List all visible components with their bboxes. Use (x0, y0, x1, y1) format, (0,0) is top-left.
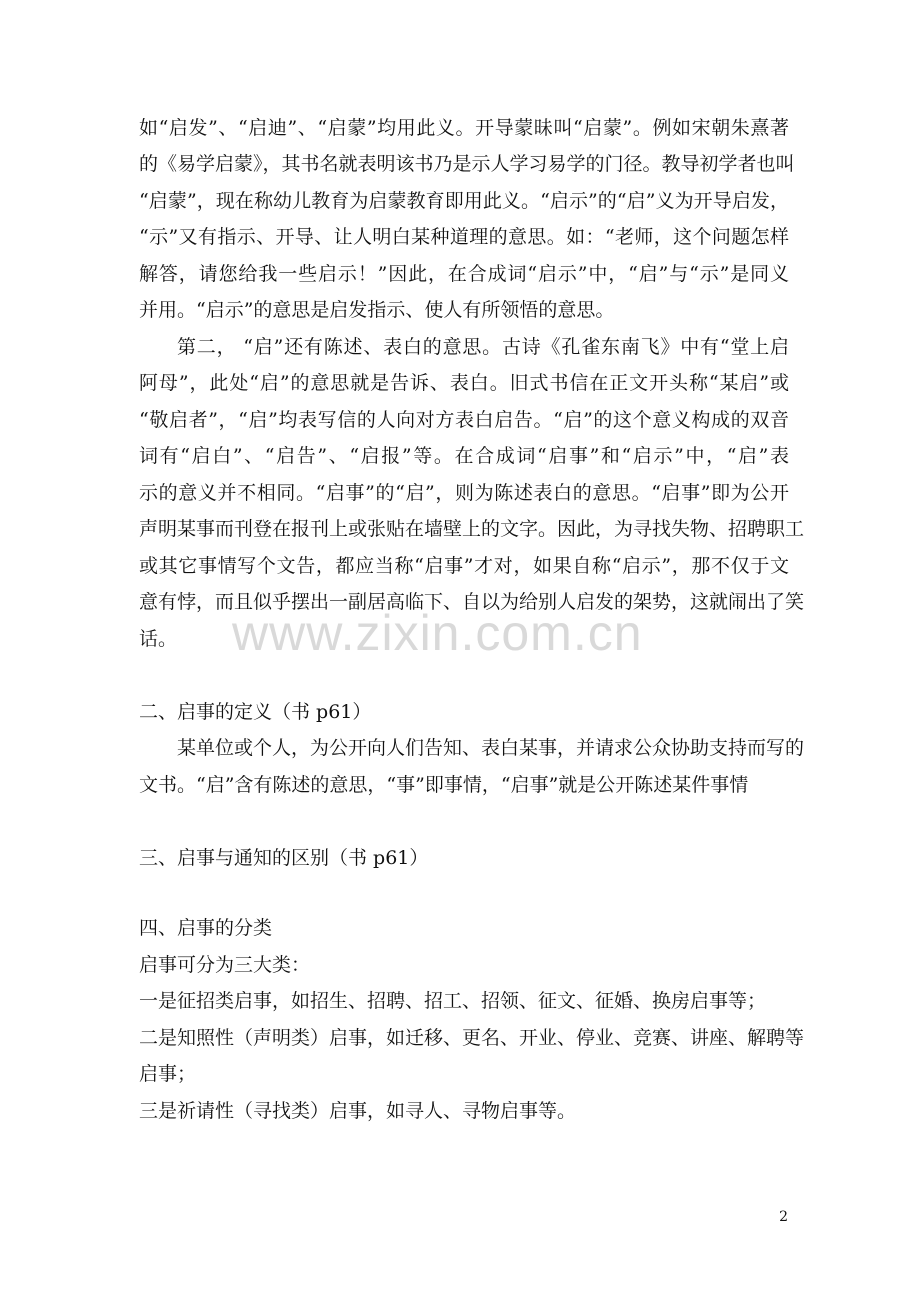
list-item: 三是祈请性（寻找类）启事，如寻人、寻物启事等。 (139, 1100, 577, 1122)
list-item: 启事； (139, 1063, 197, 1085)
paragraph-line: “示”又有指示、开导、让人明白某种道理的意思。如：“老师，这个问题怎样 (139, 226, 789, 248)
paragraph-line: 并用。“启示”的意思是启发指示、使人有所领悟的意思。 (139, 299, 615, 321)
paragraph-line: 文书。“启”含有陈述的意思，“事”即事情，“启事”就是公开陈述某件事情 (139, 774, 749, 796)
paragraph-line: 某单位或个人，为公开向人们告知、表白某事，并请求公众协助支持而写的 (177, 737, 805, 759)
section-heading: 四、启事的分类 (139, 917, 273, 939)
paragraph-line: 意有悖，而且似乎摆出一副居高临下、自以为给别人启发的架势，这就闹出了笑 (139, 591, 805, 613)
paragraph-line: 阿母”，此处“启”的意思就是告诉、表白。旧式书信在正文开头称“某启”或 (139, 372, 789, 394)
paragraph-line: 示的意义并不相同。“启事”的“启”，则为陈述表白的意思。“启事”即为公开 (139, 482, 789, 504)
paragraph-line: 话。 (139, 628, 178, 650)
paragraph-line: 的《易学启蒙》，其书名就表明该书乃是示人学习易学的门径。教导初学者也叫 (139, 153, 795, 175)
paragraph-line: 词有“启白”、“启告”、“启报”等。在合成词“启事”和“启示”中，“启”表 (139, 445, 789, 467)
list-item: 一是征招类启事，如招生、招聘、招工、招领、征文、征婚、换房启事等； (139, 990, 767, 1012)
paragraph-line: 第二， “启”还有陈述、表白的意思。古诗《孔雀东南飞》中有“堂上启 (177, 336, 789, 358)
watermark: www.zixin.com.cn (232, 605, 643, 661)
paragraph-line: 如“启发”、“启迪”、“启蒙”均用此义。开导蒙昧叫“启蒙”。例如宋朝朱熹著 (139, 117, 789, 139)
page-number: 2 (779, 1209, 788, 1225)
paragraph-line: “启蒙”，现在称幼儿教育为启蒙教育即用此义。“启示”的“启”义为开导启发， (139, 190, 789, 212)
section-heading: 二、启事的定义（书 p61） (139, 701, 372, 723)
paragraph-line: 解答，请您给我一些启示！”因此，在合成词“启示”中，“启”与“示”是同义 (139, 263, 789, 285)
paragraph-line: 启事可分为三大类： (139, 954, 311, 976)
paragraph-line: “敬启者”，“启”均表写信的人向对方表白启告。“启”的这个意义构成的双音 (139, 409, 789, 431)
paragraph-line: 声明某事而刊登在报刊上或张贴在墙壁上的文字。因此，为寻找失物、招聘职工 (139, 518, 805, 540)
paragraph-line: 或其它事情写个文告，都应当称“启事”才对，如果自称“启示”，那不仅于文 (139, 555, 789, 577)
list-item: 二是知照性（声明类）启事，如迁移、更名、开业、停业、竞赛、讲座、解聘等 (139, 1027, 805, 1049)
section-heading: 三、启事与通知的区别（书 p61） (139, 847, 429, 869)
